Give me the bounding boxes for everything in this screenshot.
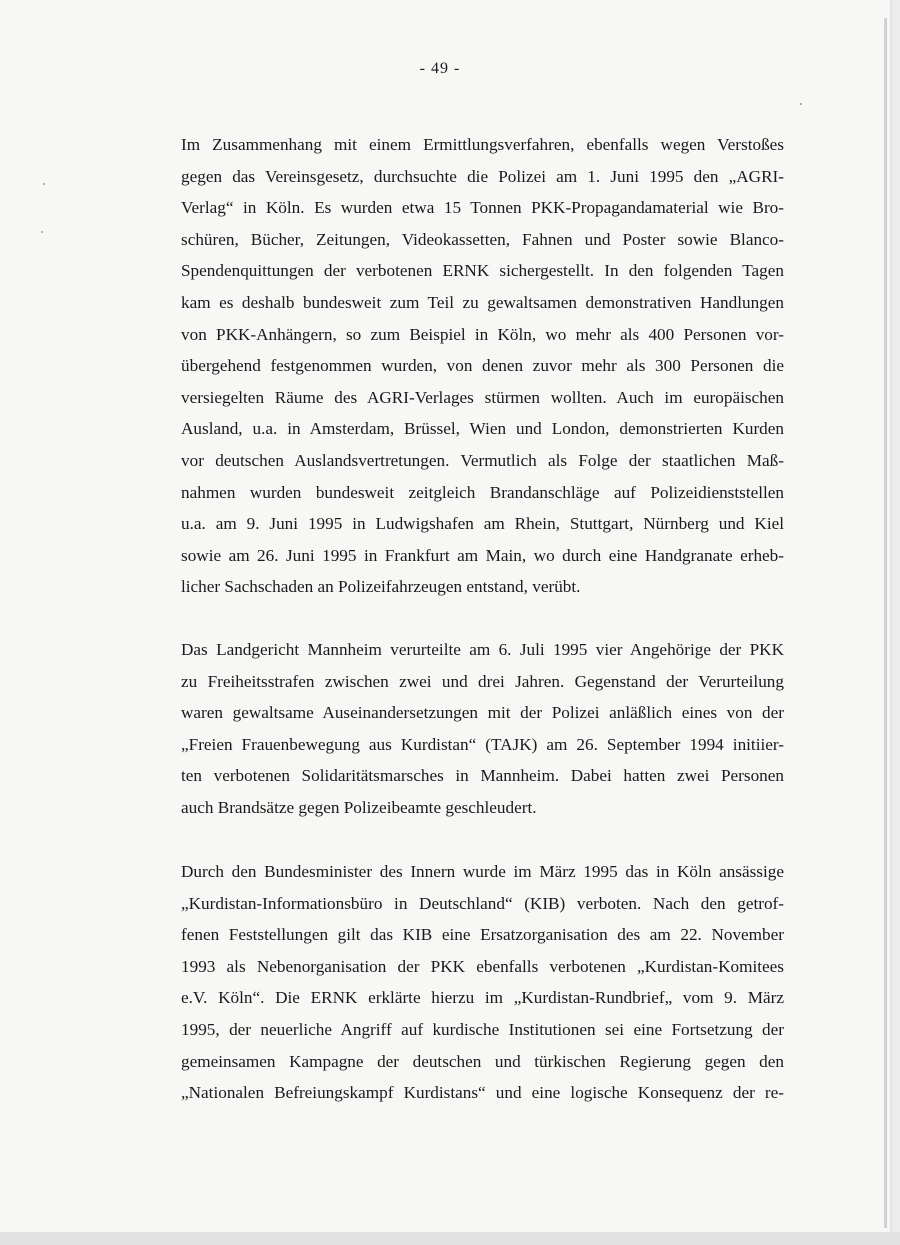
text-line: von PKK-Anhängern, so zum Beispiel in Köln, wo mehr als 400 Personen vor-	[181, 324, 784, 344]
text-line: 1993 als Nebenorganisation der PKK ebenfalls verbotenen „Kurdistan-Komitees	[181, 956, 784, 976]
text-line: 1995, der neuerliche Angriff auf kurdische Institutionen sei eine Fortsetzung der	[181, 1019, 784, 1039]
text-line: Verlag“ in Köln. Es wurden etwa 15 Tonnen PKK-Propagandamaterial wie Bro-	[181, 198, 784, 218]
text-line: vor deutschen Auslandsvertretungen. Vermutlich als Folge der staatlichen Maß-	[181, 450, 784, 470]
text-line: e.V. Köln“. Die ERNK erklärte hierzu im „Kurdistan-Rundbrief„ vom 9. März	[181, 988, 784, 1008]
text-line: auch Brandsätze gegen Polizeibeamte geschleudert.	[181, 797, 537, 817]
text-line: u.a. am 9. Juni 1995 in Ludwigshafen am Rhein, Stuttgart, Nürnberg und Kiel	[181, 514, 784, 534]
text-line: „Freien Frauenbewegung aus Kurdistan“ (TAJK) am 26. September 1994 initiier-	[181, 734, 784, 754]
text-line: sowie am 26. Juni 1995 in Frankfurt am Main, wo durch eine Handgranate erheb-	[181, 545, 784, 565]
text-line: Durch den Bundesminister des Innern wurde im März 1995 das in Köln ansässige	[181, 862, 784, 881]
text-line: ten verbotenen Solidaritätsmarsches in Mannheim. Dabei hatten zwei Personen	[181, 766, 784, 786]
text-line: licher Sachschaden an Polizeifahrzeugen entstand, verübt.	[181, 577, 581, 597]
scan-speck	[43, 183, 45, 185]
text-line: versiegelten Räume des AGRI-Verlages stürmen wollten. Auch im europäischen	[181, 387, 784, 407]
text-line: Das Landgericht Mannheim verurteilte am 6. Juli 1995 vier Angehörige der PKK	[181, 640, 784, 659]
text-line: „Nationalen Befreiungskampf Kurdistans“ und eine logische Konsequenz der re-	[181, 1083, 784, 1103]
paragraph-3	[181, 856, 784, 1109]
text-line: Im Zusammenhang mit einem Ermittlungsverfahren, ebenfalls wegen Verstoßes	[181, 135, 784, 154]
text-line: kam es deshalb bundesweit zum Teil zu gewaltsamen demonstrativen Handlungen	[181, 292, 784, 312]
text-line: waren gewaltsame Auseinandersetzungen mit der Polizei anläßlich eines von der	[181, 703, 784, 723]
text-line: übergehend festgenommen wurden, von denen zuvor mehr als 300 Personen die	[181, 356, 784, 376]
text-line: schüren, Bücher, Zeitungen, Videokassetten, Fahnen und Poster sowie Blanco-	[181, 229, 784, 249]
text-line: zu Freiheitsstrafen zwischen zwei und drei Jahren. Gegenstand der Verurteilung	[181, 671, 784, 691]
text-line: fenen Feststellungen gilt das KIB eine Ersatzorganisation des am 22. November	[181, 925, 784, 945]
paragraph-2	[181, 634, 784, 824]
scan-speck	[41, 231, 43, 233]
page-number: - 49 -	[419, 60, 461, 77]
page-edge-shadow	[884, 18, 887, 1228]
scan-bottom-edge	[0, 1232, 900, 1245]
text-line: nahmen wurden bundesweit zeitgleich Brandanschläge auf Polizeidienststellen	[181, 482, 784, 502]
paragraph-1	[181, 129, 784, 603]
text-line: gemeinsamen Kampagne der deutschen und türkischen Regierung gegen den	[181, 1051, 784, 1071]
text-line: gegen das Vereinsgesetz, durchsuchte die Polizei am 1. Juni 1995 den „AGRI-	[181, 166, 784, 186]
scan-speck	[800, 103, 802, 105]
text-line: „Kurdistan-Informationsbüro in Deutschland“ (KIB) verboten. Nach den getrof-	[181, 893, 784, 913]
text-line: Spendenquittungen der verbotenen ERNK sichergestellt. In den folgenden Tagen	[181, 261, 784, 281]
text-line: Ausland, u.a. in Amsterdam, Brüssel, Wien und London, demonstrierten Kurden	[181, 419, 784, 439]
